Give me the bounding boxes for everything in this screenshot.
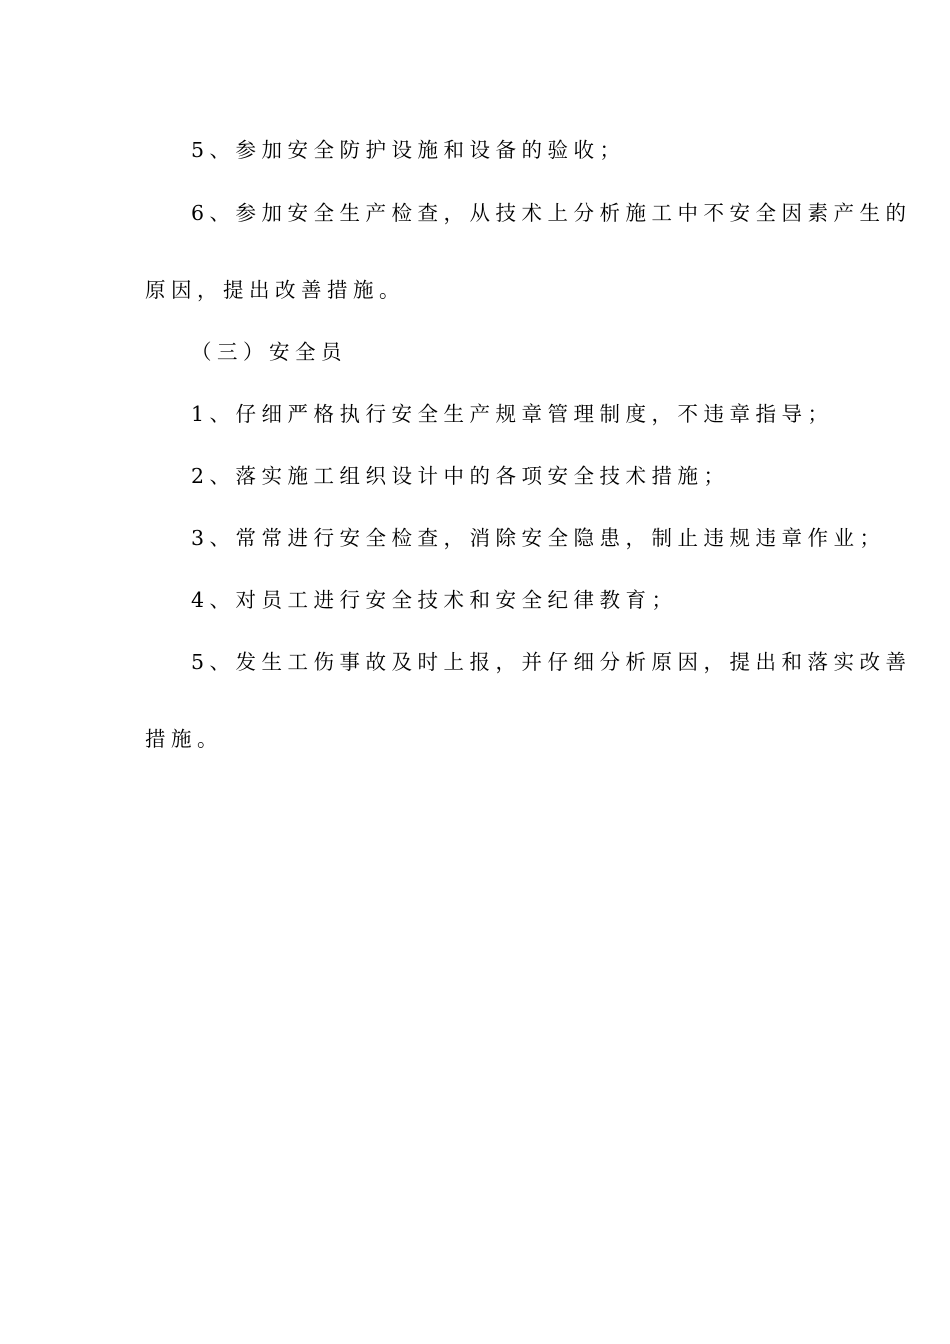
paragraph-item-4-education: 4、对员工进行安全技术和安全纪律教育； [191, 588, 678, 612]
paragraph-item-5-accident-line1: 5、发生工伤事故及时上报，并仔细分析原因，提出和落实改善 [191, 650, 912, 674]
paragraph-item-5-acceptance: 5、参加安全防护设施和设备的验收； [191, 138, 626, 162]
section-heading-safety-officer: （三）安全员 [191, 340, 347, 364]
paragraph-item-5-accident-line2: 措施。 [145, 727, 223, 751]
paragraph-item-3-checks: 3、常常进行安全检查，消除安全隐患，制止违规违章作业； [191, 526, 886, 550]
paragraph-item-6-inspection-line1: 6、参加安全生产检查，从技术上分析施工中不安全因素产生的 [191, 201, 912, 225]
paragraph-item-2-measures: 2、落实施工组织设计中的各项安全技术措施； [191, 464, 730, 488]
paragraph-item-1-regulations: 1、仔细严格执行安全生产规章管理制度，不违章指导； [191, 402, 834, 426]
paragraph-item-6-inspection-line2: 原因，提出改善措施。 [145, 278, 405, 302]
